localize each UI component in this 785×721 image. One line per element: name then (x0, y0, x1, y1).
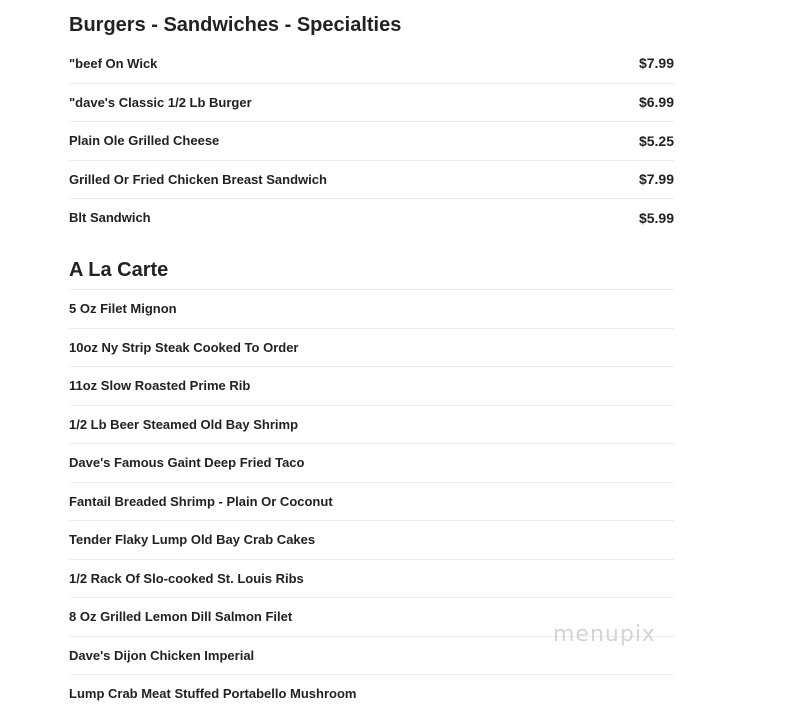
menu-item-name: "beef On Wick (69, 55, 158, 71)
menu-item-name: Lump Crab Meat Stuffed Portabello Mushroom (69, 686, 357, 702)
section-title: Burgers - Sandwiches - Specialties (69, 14, 402, 36)
menu-item-name: Fantail Breaded Shrimp - Plain Or Coconut (69, 493, 333, 509)
menu-item-name: Plain Ole Grilled Cheese (69, 133, 220, 149)
menu-item (69, 198, 674, 237)
menu-item-name: "dave's Classic 1/2 Lb Burger (69, 94, 252, 110)
menu-item-name: 1/2 Rack Of Slo-cooked St. Louis Ribs (69, 570, 304, 586)
menu-item-name: 1/2 Lb Beer Steamed Old Bay Shrimp (69, 416, 299, 432)
menu-item (69, 328, 674, 367)
menu-item (69, 121, 674, 160)
menu-item-name: 8 Oz Grilled Lemon Dill Salmon Filet (69, 609, 293, 625)
menu-item-name: Blt Sandwich (69, 210, 151, 226)
menu-item (69, 160, 674, 199)
menu-item-price: $7.99 (638, 55, 674, 72)
menu-item-price: $6.99 (638, 94, 674, 111)
menu-item-name: 5 Oz Filet Mignon (69, 301, 177, 317)
menu-item (69, 366, 674, 405)
menu-item-name: Dave's Dijon Chicken Imperial (69, 647, 255, 663)
menu-item (69, 443, 674, 482)
menu-item (69, 674, 674, 713)
menu-item (69, 44, 674, 83)
menu-item-price: $5.25 (638, 132, 674, 149)
section-title: A La Carte (69, 259, 169, 281)
menu-item-name: Grilled Or Fried Chicken Breast Sandwich (69, 171, 327, 187)
menu-item-name: 11oz Slow Roasted Prime Rib (69, 378, 251, 394)
menupix-watermark: menupix (553, 622, 656, 647)
menu-item (69, 83, 674, 122)
menu-item-price: $5.99 (638, 209, 674, 226)
menu-item-list (69, 44, 674, 237)
menu-item-name: Tender Flaky Lump Old Bay Crab Cakes (69, 532, 316, 548)
section-burgers-sandwiches-specialties (69, 12, 674, 237)
menu-item (69, 559, 674, 598)
menu-item (69, 289, 674, 328)
menu-item (69, 482, 674, 521)
menu-item-name: Dave's Famous Gaint Deep Fried Taco (69, 455, 305, 471)
menu-item-list (69, 289, 674, 713)
menu-item-name: 10oz Ny Strip Steak Cooked To Order (69, 339, 299, 355)
menu-item-price: $7.99 (638, 171, 674, 188)
menu-item (69, 520, 674, 559)
menu-item (69, 405, 674, 444)
